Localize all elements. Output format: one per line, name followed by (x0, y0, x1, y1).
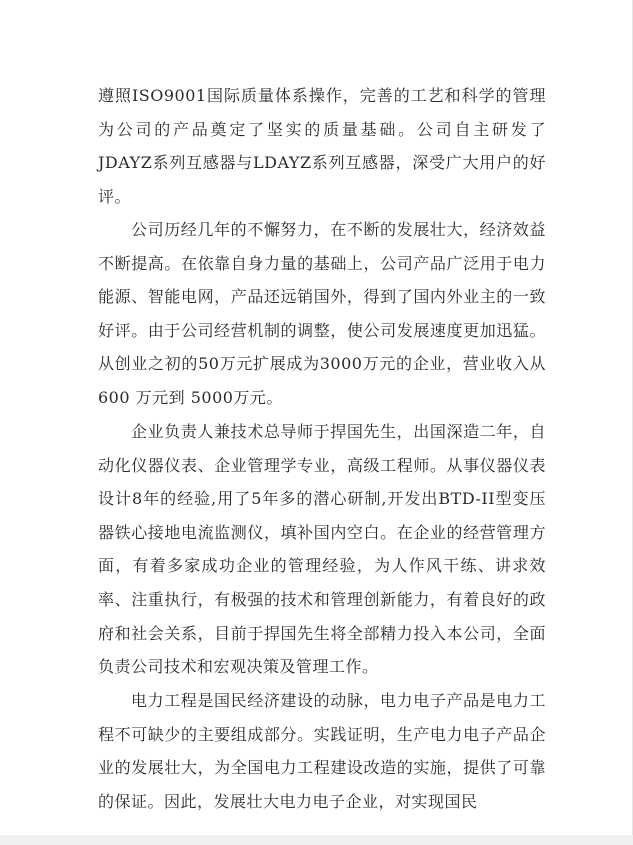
paragraph-company-leader: 企业负责人兼技术总导师于捍国先生，出国深造二年，自动化仪器仪表、企业管理学专业，高级工程师。从事仪器仪表设计8年的经验,用了5年多的潜心研制,开发出BTD-II型变压器铁心接地电流监测仪，填补国内空白。在企业的经营管理方面，有着多家成功企业的管理经验，为人作风干练、讲求效率、注重执行，有极强的技术和管理创新能力，有着良好的政府和社会关系，目前于捍国先生将全部精力投入本公司，全面负责公司技术和宏观决策及管理工作。 (98, 422, 546, 677)
paragraph-power-engineering: 电力工程是国民经济建设的动脉，电力电子产品是电力工程不可缺少的主要组成部分。实践证明，生产电力电子产品企业的发展壮大，为全国电力工程建设改造的实施，提供了可靠的保证。因此，发展壮大电力电子企业，对实现国民 (98, 691, 546, 811)
paragraph-quality-system: 遵照ISO9001国际质量体系操作，完善的工艺和科学的管理为公司的产品奠定了坚实的质量基础。公司自主研发了JDAYZ系列互感器与LDAYZ系列互感器，深受广大用户的好评。 (98, 86, 546, 206)
page-bottom-strip (0, 835, 633, 845)
paragraph-company-growth: 公司历经几年的不懈努力，在不断的发展壮大，经济效益不断提高。在依靠自身力量的基础上，公司产品广泛用于电力能源、智能电网，产品还远销国外，得到了国内外业主的一致好评。由于公司经营机制的调整，使公司发展速度更加迅猛。从创业之初的50万元扩展成为3000万元的企业，营业收入从 600 万元到 5000万元。 (98, 220, 546, 407)
